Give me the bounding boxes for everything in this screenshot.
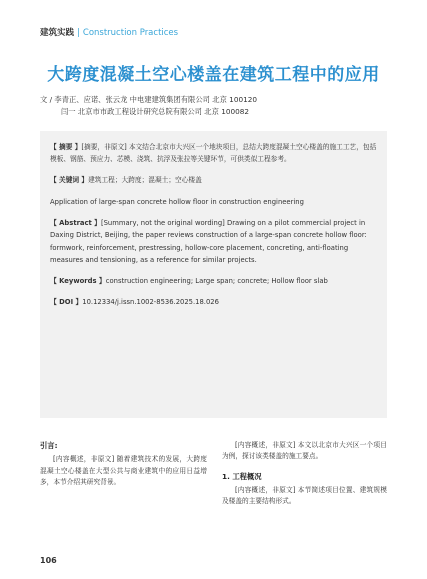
page-number: 106: [40, 556, 57, 565]
keywords-en: [50, 275, 377, 287]
title-en: Application of large-span concrete hollow floor in construction engineering: [50, 197, 304, 206]
abstract-cn-label: 【 摘要 】: [50, 143, 82, 151]
section-label-en: Construction Practices: [82, 28, 179, 38]
doi: [50, 296, 377, 308]
header-separator: |: [77, 28, 80, 38]
abstract-en-label: 【 Abstract 】: [50, 218, 101, 227]
author-line-1: 文 / 李青正、应诺、张云龙 中电建建筑集团有限公司 北京 100120: [40, 95, 258, 104]
section-label-cn: 建筑实践: [40, 28, 75, 38]
article-title: 大跨度混凝土空心楼盖在建筑工程中的应用: [47, 65, 380, 85]
keywords-cn: [50, 174, 377, 186]
keywords-cn-text: 建筑工程；大跨度；混凝土；空心楼盖: [88, 176, 202, 185]
abstract-box: [40, 131, 387, 418]
intro-paragraph-2: [内容概述，非原文] 本文以北京市大兴区一个项目为例，探讨该类楼盖的施工要点。: [222, 441, 387, 461]
intro-heading: 引言:: [40, 441, 58, 450]
doi-label: 【 DOI 】: [50, 298, 83, 307]
abstract-cn-text: [摘要，非原文] 本文结合北京市大兴区一个地块项目，总结大跨度混凝土空心楼盖的施工工艺，包括模板、钢筋、预应力、芯模、浇筑、抗浮及张拉等关键环节，可供类似工程参考。: [50, 143, 377, 164]
doi-link[interactable]: 10.12334/j.issn.1002-8536.2025.18.026: [82, 298, 219, 307]
author-block: [40, 94, 257, 118]
keywords-en-label: 【 Keywords 】: [50, 277, 106, 286]
body-column-left: [40, 440, 207, 488]
abstract-en-text: [Summary, not the original wording] Drawing on a pilot commercial project in Daxing District, Beijing, the paper reviews construction of a large-span concrete hollow floor: formwork, reinforcement, prestressing, hollow-core placement, concreting, anti-floating measures and tensioning, as a reference for similar projects.: [50, 218, 367, 264]
keywords-cn-label: 【 关键词 】: [50, 176, 89, 185]
intro-paragraph-1: [内容概述，非原文] 随着建筑技术的发展，大跨度混凝土空心楼盖在大型公共与商业建筑中的应用日益增多，本节介绍其研究背景。: [40, 455, 207, 486]
page-header: [40, 26, 178, 38]
section-1-heading: 1. 工程概况: [222, 471, 262, 481]
abstract-en: [50, 217, 377, 266]
keywords-en-text: construction engineering; Large span; concrete; Hollow floor slab: [105, 277, 328, 286]
author-line-2: 闫一 北京市市政工程设计研究总院有限公司 北京 100082: [61, 107, 250, 116]
body-column-right: [222, 440, 387, 507]
section-1-paragraph-1: [内容概述，非原文] 本节简述项目位置、建筑规模及楼盖的主要结构形式。: [222, 485, 387, 506]
abstract-cn: [50, 141, 377, 165]
